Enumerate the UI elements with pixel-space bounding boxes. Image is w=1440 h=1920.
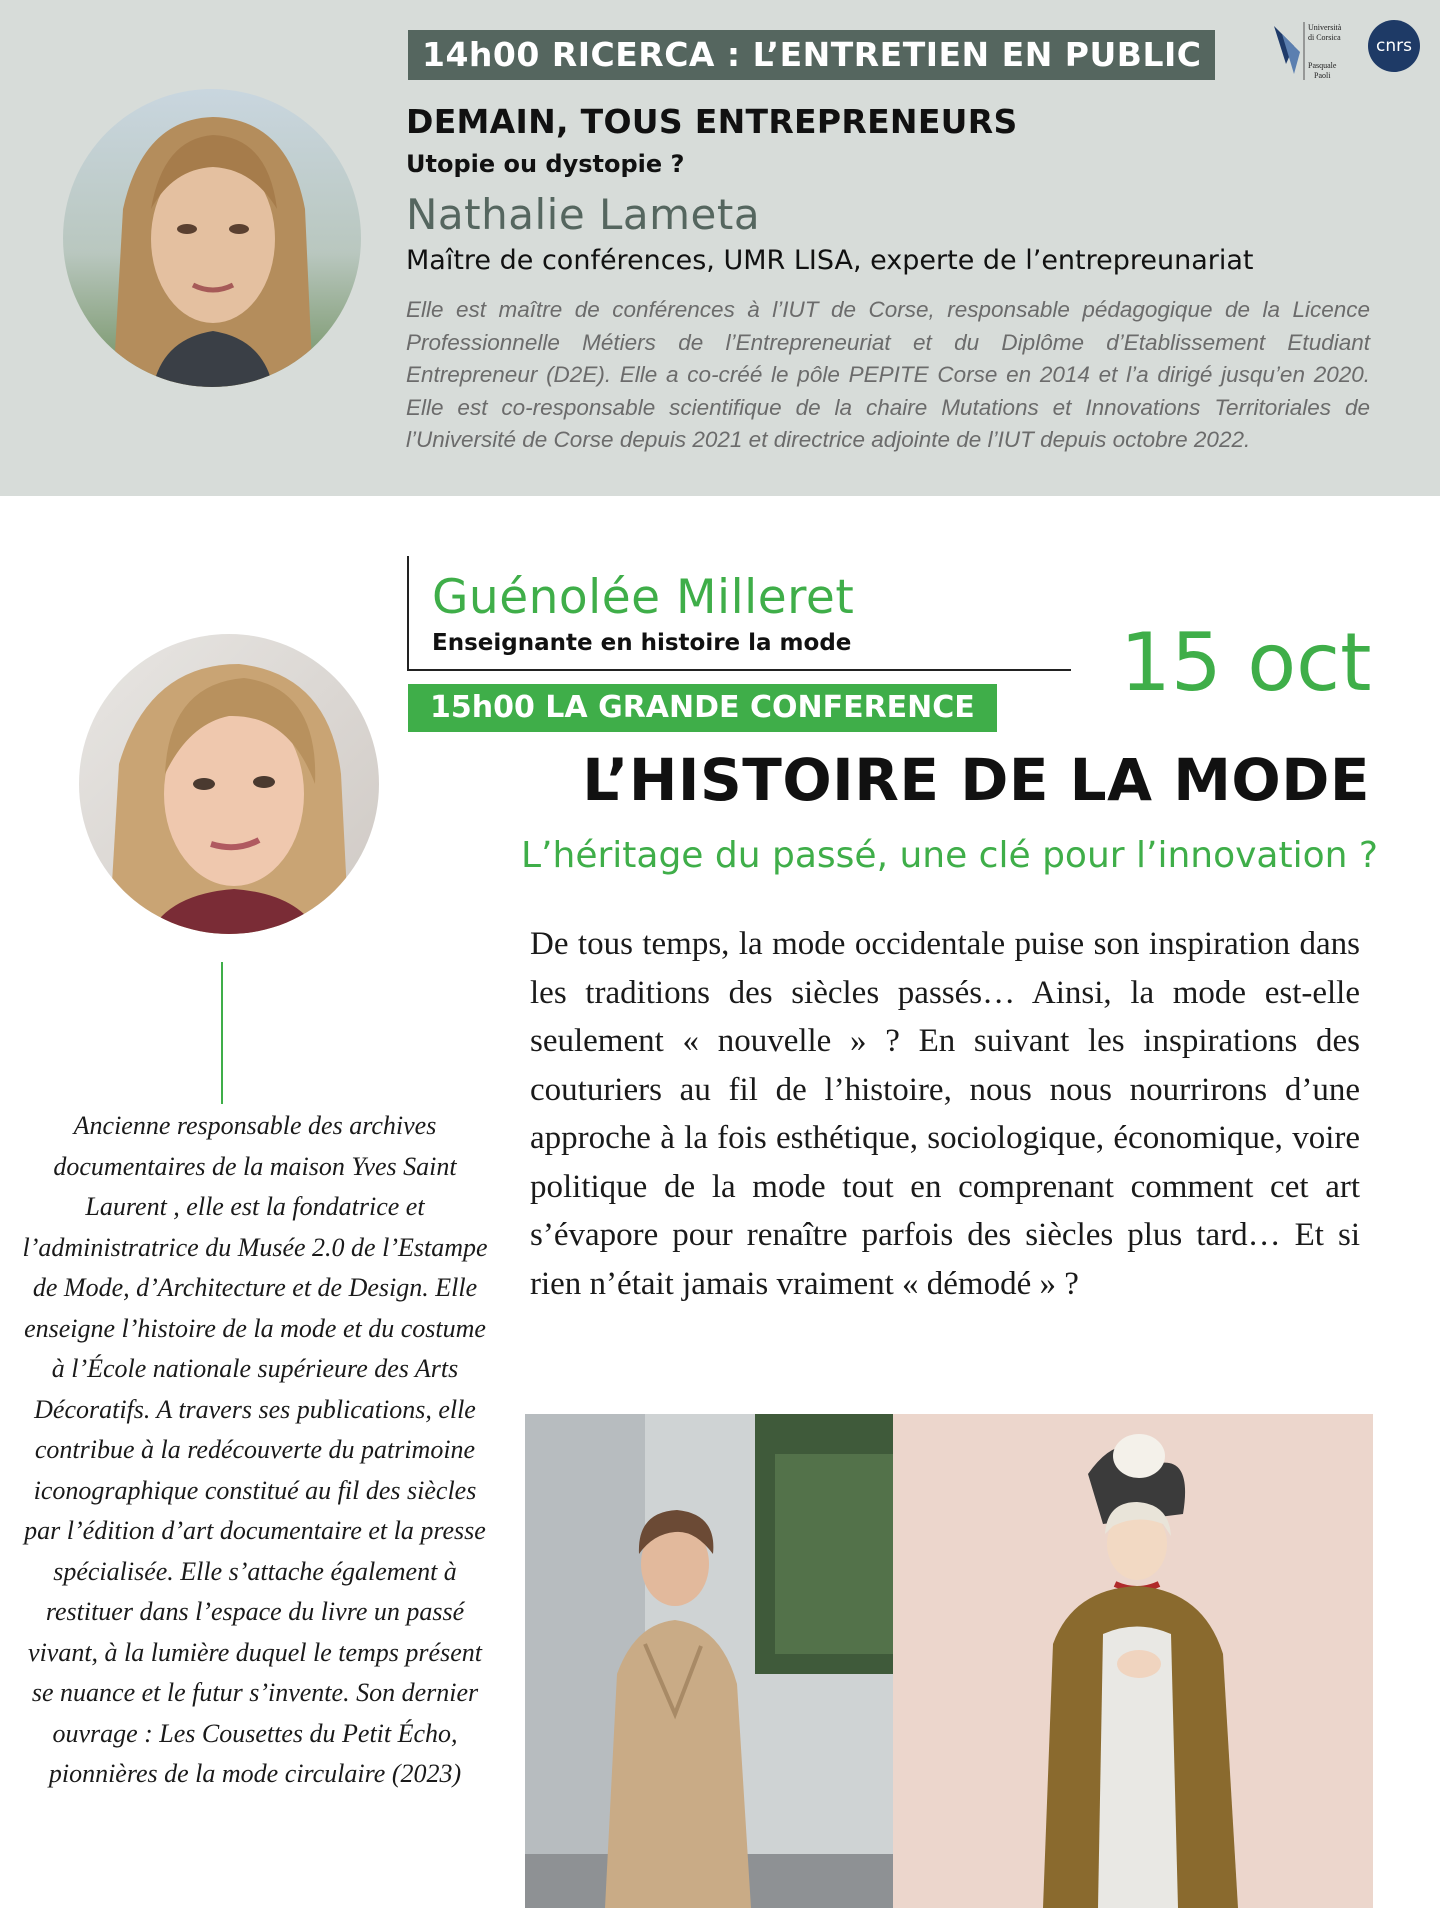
top-event-tag: 14h00 RICERCA : L’ENTRETIEN EN PUBLIC xyxy=(408,30,1215,80)
historical-fashion-engraving xyxy=(893,1414,1373,1908)
modern-fashion-photo xyxy=(525,1414,893,1908)
second-event-title: L’HISTOIRE DE LA MODE xyxy=(582,746,1370,814)
bio-divider-line xyxy=(221,962,223,1104)
second-event-tag: 15h00 LA GRANDE CONFERENCE xyxy=(408,684,997,732)
top-event-title: DEMAIN, TOUS ENTREPRENEURS xyxy=(406,102,1018,141)
guenolee-milleret-portrait xyxy=(79,634,379,934)
universita-di-corsica-logo xyxy=(1268,16,1368,86)
logo-text-line2: di Corsica xyxy=(1308,33,1341,42)
second-event-subtitle: L’héritage du passé, une clé pour l’innovation ? xyxy=(521,835,1378,876)
logo-text-line4: Paoli xyxy=(1314,71,1331,80)
name-bracket-vertical xyxy=(407,556,409,670)
name-bracket-horizontal xyxy=(407,669,1071,671)
second-speaker-bio: Ancienne responsable des archives documentaires de la maison Yves Saint Laurent , elle est la fondatrice et l’administratrice du Musée 2.0 de l’Estampe de Mode, d’Architecture et de Design. Elle enseigne l’histoire de la mode et du costume à l’École nationale supérieure des Arts Décoratifs. A travers ses publications, elle contribue à la redécouverte du patrimoine iconographique constitué au fil des siècles par l’édition d’art documentaire et la presse spécialisée. Elle s’attache également à restituer dans l’espace du livre un passé vivant, à la lumière duquel le temps présent se nuance et le futur s’invente. Son dernier ouvrage : Les Cousettes du Petit Écho, pionnières de la mode circulaire (2023) xyxy=(22,1111,488,1788)
top-event-subtitle: Utopie ou dystopie ? xyxy=(406,150,685,178)
top-speaker-name: Nathalie Lameta xyxy=(406,190,761,239)
event-date: 15 oct xyxy=(1120,616,1372,709)
second-speaker-role: Enseignante en histoire la mode xyxy=(432,630,852,656)
conference-description: De tous temps, la mode occidentale puise son inspiration dans les traditions des siècles passés… Ainsi, la mode est-elle seulement « nouvelle » ? En suivant les inspirations des couturiers au fil de l’histoire, nous nous nourrirons d’une approche à la fois esthétique, sociologique, économique, voire politique de la mode tout en comprenant comment cet art s’évapore pour renaître parfois des siècles plus tard… Et si rien n’était jamais vraiment « démodé » ? xyxy=(530,926,1360,1302)
top-section xyxy=(0,0,1440,496)
top-speaker-bio: Elle est maître de conférences à l’IUT de Corse, responsable pédagogique de la Licence Professionnelle Métiers de l’Entrepreneuriat et du Diplôme d’Etablissement Etudiant Entrepreneur (D2E). Elle a co-créé le pôle PEPITE Corse en 2014 et l’a dirigé jusqu’en 2020. Elle est co-responsable scientifique de la chaire Mutations et Innovations Territoriales de l’Université de Corse depuis 2021 et directrice adjointe de l’IUT depuis octobre 2022. xyxy=(406,297,1370,452)
top-speaker-role: Maître de conférences, UMR LISA, experte de l’entrepreunariat xyxy=(406,245,1254,276)
nathalie-lameta-portrait xyxy=(63,89,361,387)
logo-text-line3: Pasquale xyxy=(1308,61,1337,70)
cnrs-logo: cnrs xyxy=(1368,20,1420,72)
second-speaker-name: Guénolée Milleret xyxy=(432,570,855,625)
logo-text-line1: Università xyxy=(1308,23,1342,32)
